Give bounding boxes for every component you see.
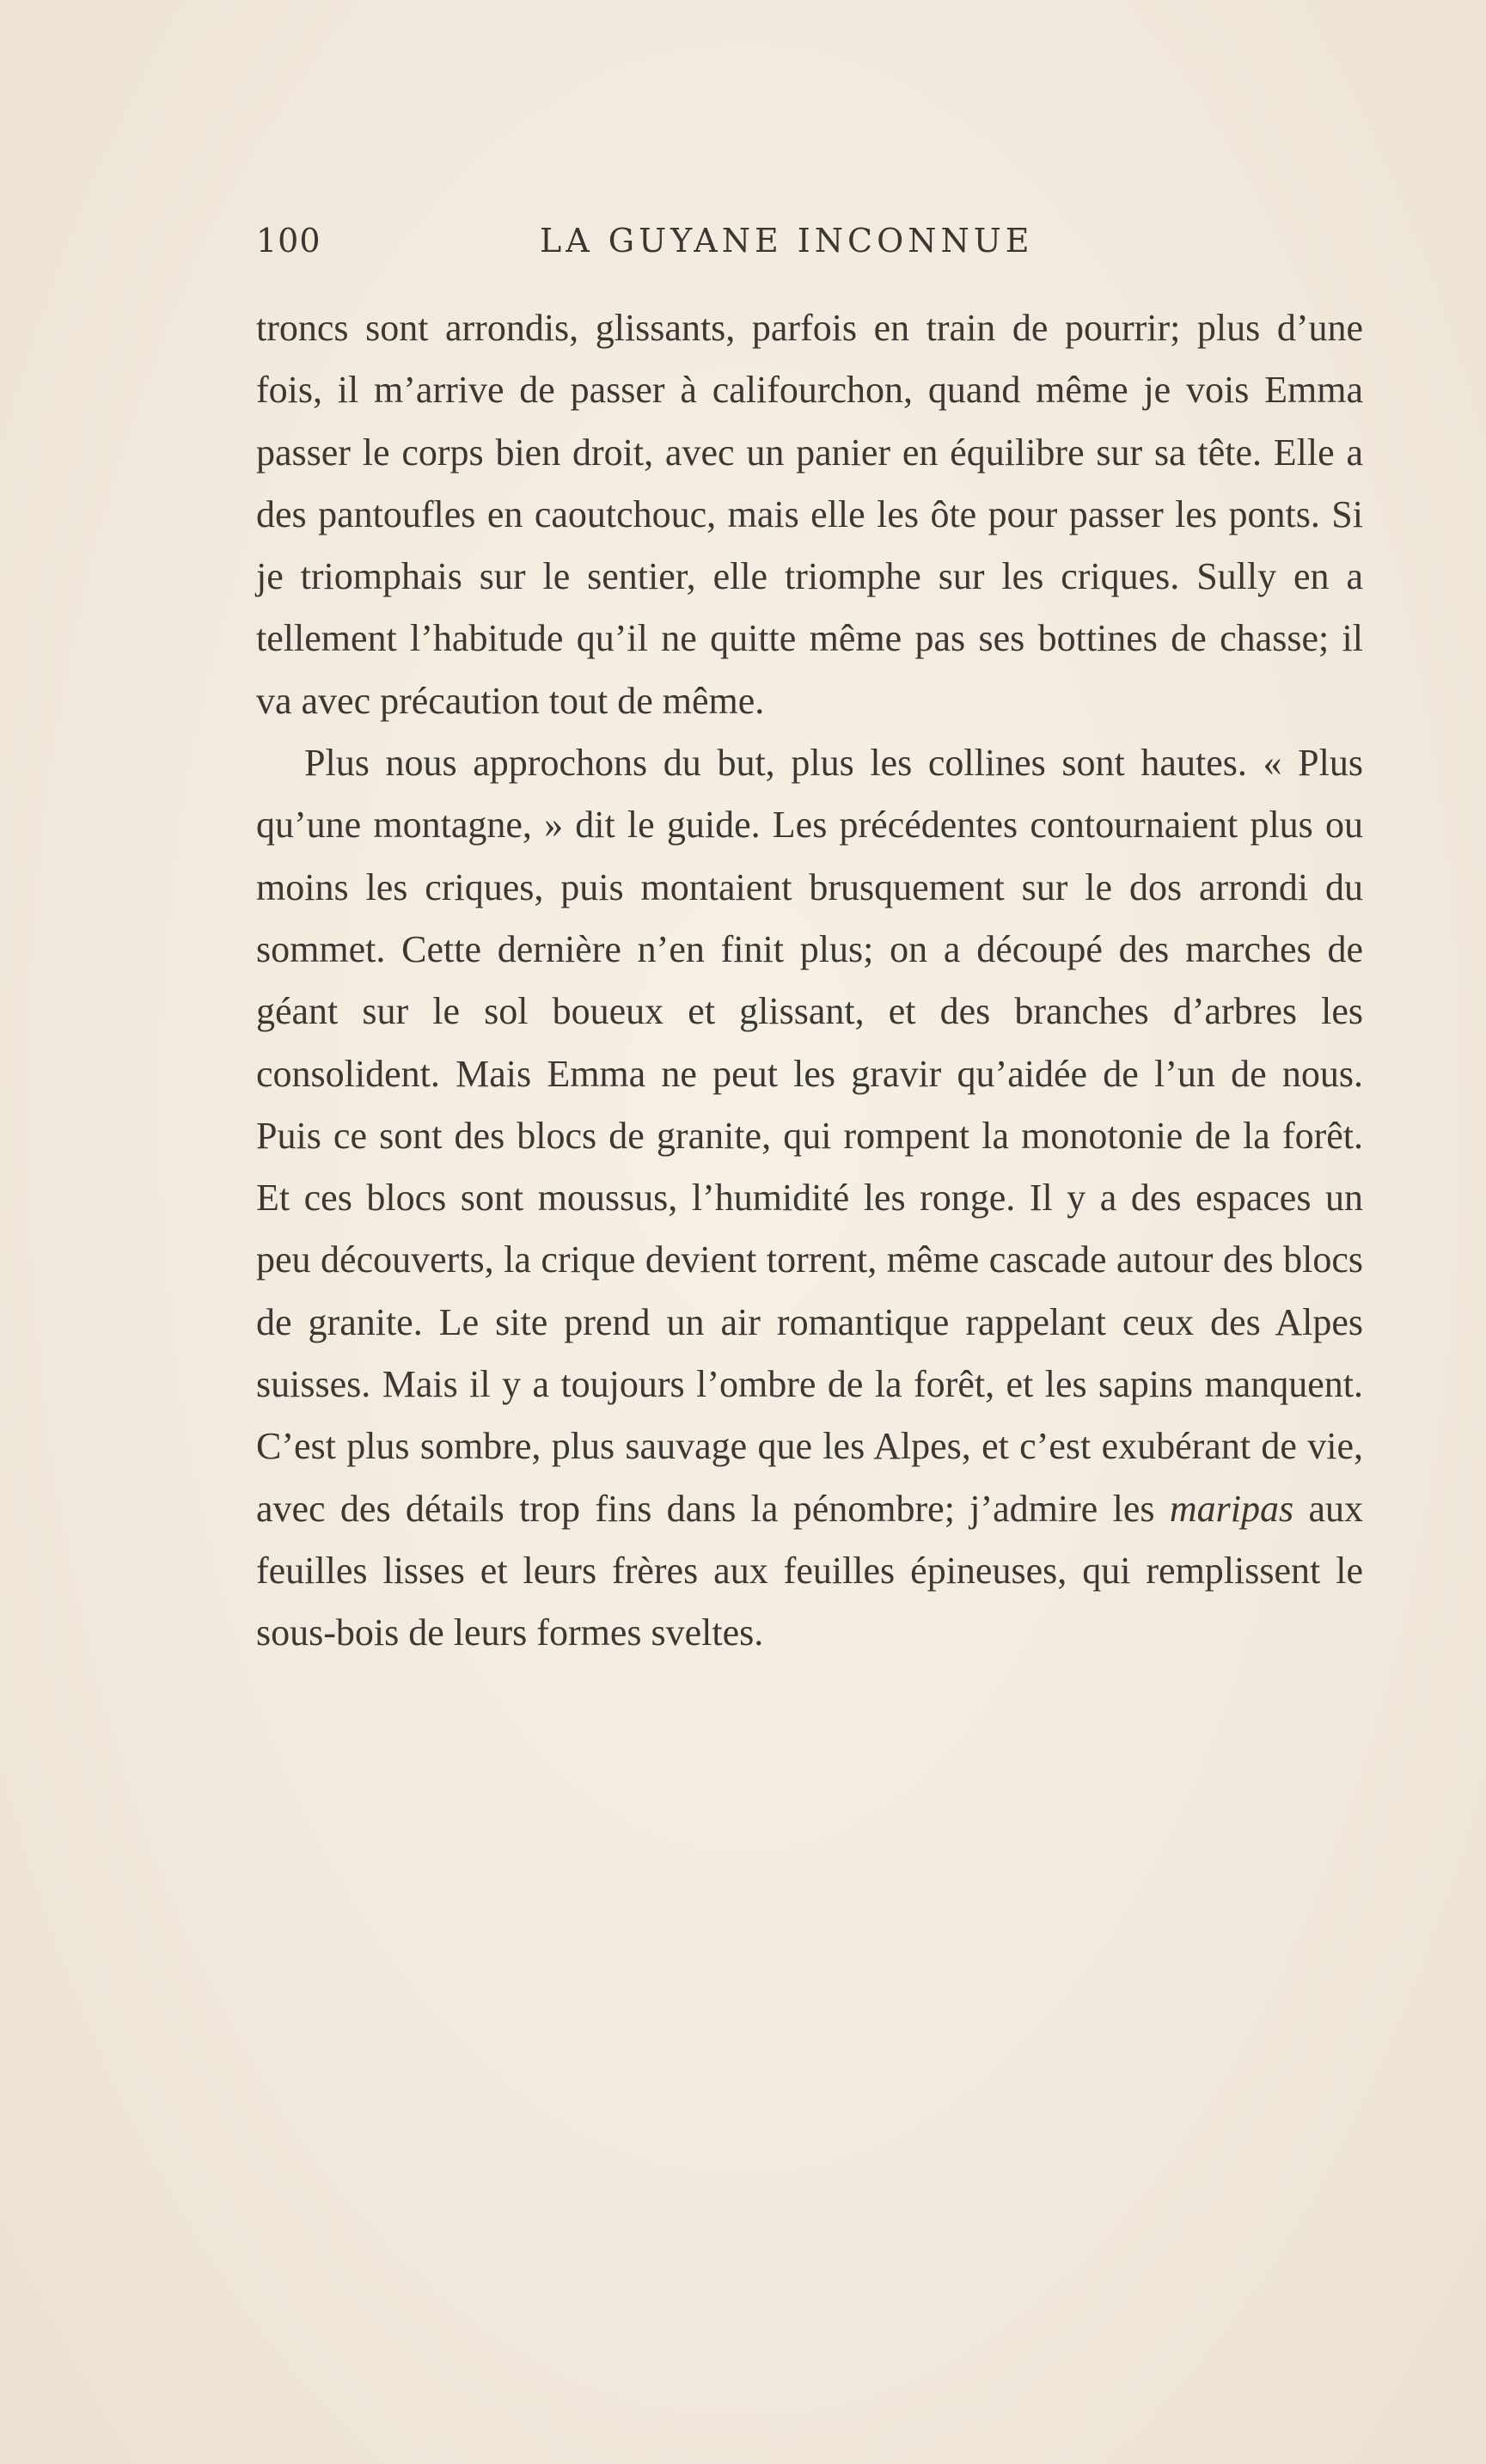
page-header xyxy=(256,222,1363,268)
paragraph-2 xyxy=(256,732,1363,1664)
paragraph-1: troncs sont arrondis, glissants, parfois en train de pourrir; plus d’une fois, il m’arrive de passer à califourchon, quand même je vois Emma passer le corps bien droit, avec un panier en équilibre sur sa tête. Elle a des pantoufles en caoutchouc, mais elle les ôte pour passer les ponts. Si je triomphais sur le sentier, elle triomphe sur les criques. Sully en a tellement l’habitude qu’il ne quitte même pas ses bottines de chasse; il va avec précaution tout de même. xyxy=(256,307,1363,722)
paragraph-2-text-start: Plus nous approchons du but, plus les collines sont hautes. « Plus qu’une montagne, » dit le guide. Les précédentes contournaient plus ou moins les criques, puis montaient brusquement sur le dos arrondi du sommet. Cette dernière n’en finit plus; on a découpé des marches de géant sur le sol boueux et glissant, et des branches d’arbres les consolident. Mais Emma ne peut les gravir qu’aidée de l’un de nous. Puis ce sont des blocs de granite, qui rompent la monotonie de la forêt. Et ces blocs sont moussus, l’humidité les ronge. Il y a des espaces un peu découverts, la crique devient torrent, même cascade autour des blocs de granite. Le site prend un air romantique rappelant ceux des Alpes suisses. Mais il y a toujours l’ombre de la forêt, et les sapins manquent. C’est plus sombre, plus sauvage que les Alpes, et c’est exubérant de vie, avec des détails trop fins dans la pénombre; j’admire les xyxy=(256,742,1363,1530)
body-text xyxy=(256,297,1363,1665)
running-title: LA GUYANE INCONNUE xyxy=(540,222,1034,260)
paragraph-2-text-end: aux feuilles lisses et leurs frères aux feuilles épineuses, qui remplissent le sous-bois de leurs formes sveltes. xyxy=(256,1487,1364,1654)
italic-term-maripas: maripas xyxy=(1169,1487,1294,1530)
page-number: 100 xyxy=(256,222,321,260)
